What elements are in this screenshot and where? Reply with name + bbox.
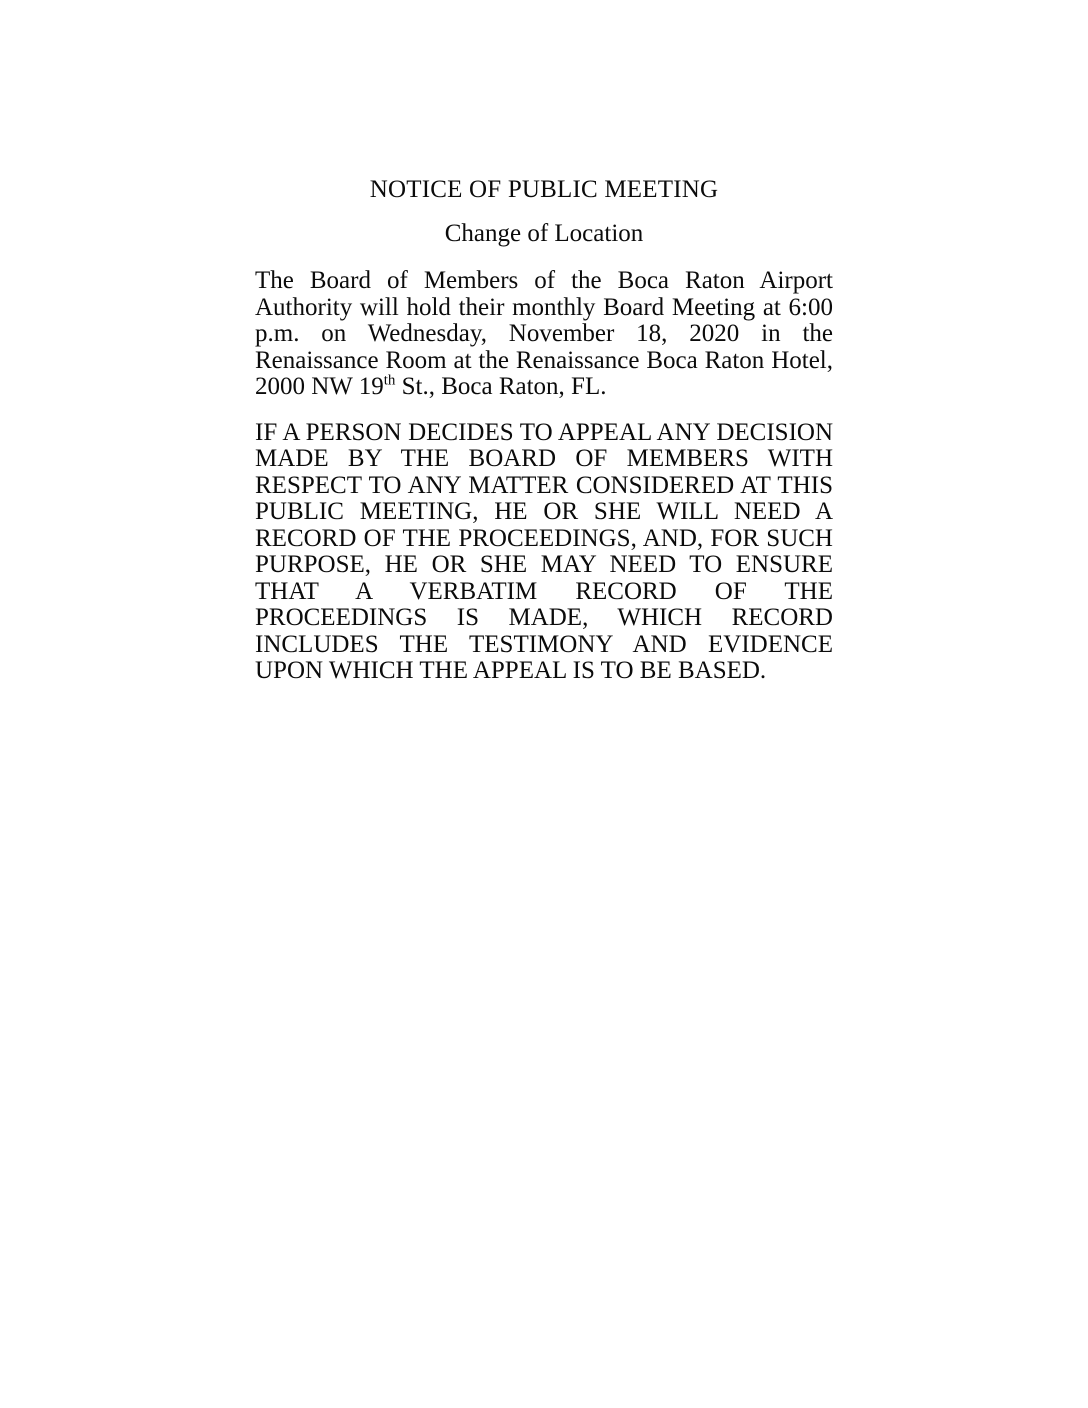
document-subtitle: Change of Location (444, 220, 644, 247)
ordinal-superscript: th (383, 372, 396, 389)
document-text-block (255, 176, 833, 685)
meeting-details-paragraph (255, 268, 833, 401)
meeting-details-text: The Board of Members of the Boca Raton Airport Authority will hold their monthly Board Meeting at 6:00 p.m. on Wednesday, November 18, 2020 in the Renaissance Room at the Renaissance Boca Raton Hotel, 2000 NW 19 (255, 267, 833, 400)
appeal-notice-paragraph: IF A PERSON DECIDES TO APPEAL ANY DECISION MADE BY THE BOARD OF MEMBERS WITH RESPECT TO ANY MATTER CONSIDERED AT THIS PUBLIC MEETING, HE OR SHE WILL NEED A RECORD OF THE PROCEEDINGS, AND, FOR SUCH PURPOSE, HE OR SHE MAY NEED TO ENSURE THAT A VERBATIM RECORD OF THE PROCEEDINGS IS MADE, WHICH RECORD INCLUDES THE TESTIMONY AND EVIDENCE UPON WHICH THE APPEAL IS TO BE BASED. (255, 418, 833, 684)
meeting-details-text-continued: St., Boca Raton, FL. (395, 373, 607, 400)
document-title: NOTICE OF PUBLIC MEETING (369, 176, 719, 203)
